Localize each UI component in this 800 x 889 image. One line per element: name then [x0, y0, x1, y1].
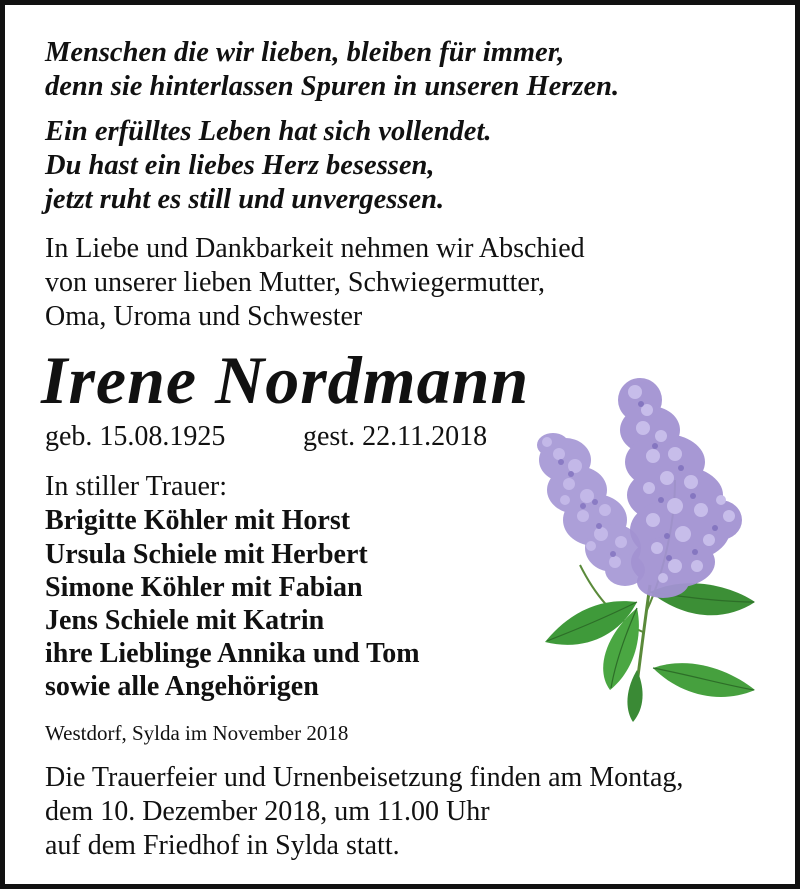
mourner-2: Ursula Schiele mit Herbert [45, 539, 368, 570]
funeral-line-3: auf dem Friedhof in Sylda statt. [45, 830, 400, 861]
poem-line-1: Menschen die wir lieben, bleiben für immer, [45, 37, 565, 68]
mourner-3: Simone Köhler mit Fabian [45, 572, 363, 603]
mourner-6: sowie alle Angehörigen [45, 671, 319, 702]
mourner-1: Brigitte Köhler mit Horst [45, 505, 351, 536]
place-date: Westdorf, Sylda im November 2018 [45, 721, 349, 745]
mourner-4: Jens Schiele mit Katrin [45, 605, 325, 636]
poem-line-4: Du hast ein liebes Herz besessen, [45, 150, 435, 181]
funeral-line-2: dem 10. Dezember 2018, um 11.00 Uhr [45, 796, 490, 827]
mourners-heading: In stiller Trauer: [45, 471, 227, 502]
poem-line-2: denn sie hinterlassen Spuren in unseren Herzen. [45, 71, 620, 102]
deceased-name: Irene Nordmann [41, 342, 530, 418]
mourner-5: ihre Lieblinge Annika und Tom [45, 638, 420, 669]
funeral-line-1: Die Trauerfeier und Urnenbeisetzung finden am Montag, [45, 762, 684, 793]
death-date: gest. 22.11.2018 [303, 421, 488, 452]
lilac-flower-icon [525, 370, 775, 740]
intro-line-3: Oma, Uroma und Schwester [45, 301, 363, 332]
intro-line-1: In Liebe und Dankbarkeit nehmen wir Abschied [45, 233, 585, 264]
poem-line-5: jetzt ruht es still und unvergessen. [45, 184, 445, 215]
birth-date: geb. 15.08.1925 [45, 421, 226, 452]
poem-line-3: Ein erfülltes Leben hat sich vollendet. [45, 116, 492, 147]
intro-line-2: von unserer lieben Mutter, Schwiegermutter, [45, 267, 546, 298]
